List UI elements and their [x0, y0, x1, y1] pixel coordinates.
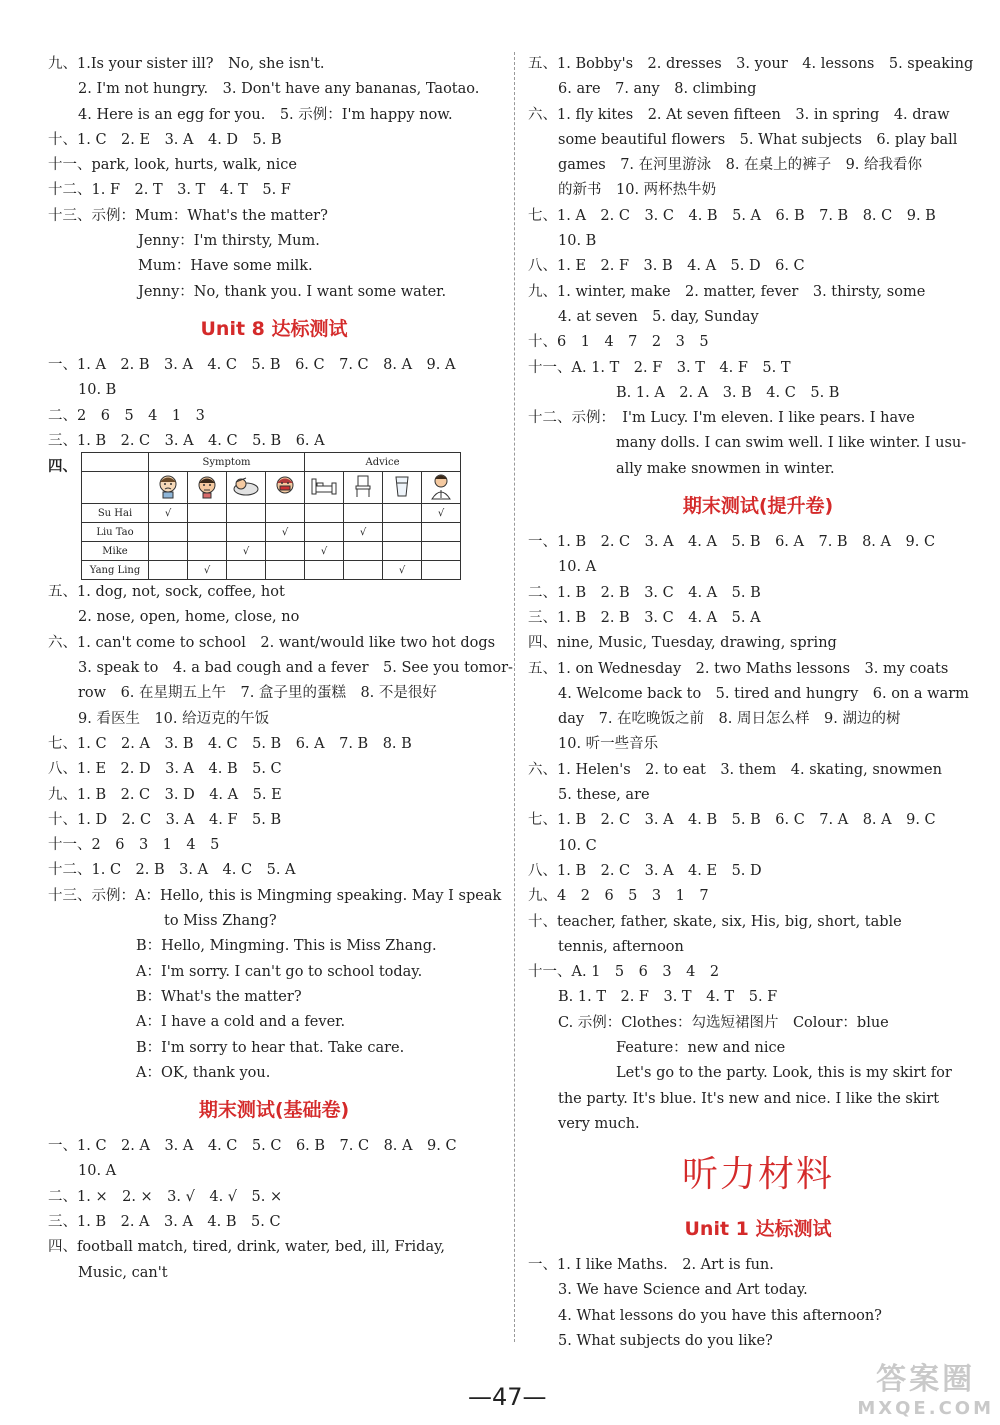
answer-line: day 7. 在吃晚饭之前 8. 周日怎么样 9. 湖边的树 [558, 711, 901, 728]
doctor-icon [422, 472, 461, 504]
table-cell [266, 561, 305, 580]
table-cell: √ [383, 561, 422, 580]
answer-line: 十一、2 6 3 1 4 5 [48, 837, 220, 854]
table-cell [188, 542, 227, 561]
answer-line: 10. A [78, 1163, 117, 1180]
final-basic-title: 期末测试(基础卷) [198, 1099, 350, 1122]
bed-icon [305, 472, 344, 504]
answer-line: the party. It's blue. It's new and nice. I like the skirt [558, 1090, 940, 1107]
right-column [528, 52, 988, 1354]
answer-line: 2. I'm not hungry. 3. Don't have any bananas, Taotao. [78, 81, 480, 98]
table-corner-2 [82, 472, 149, 504]
unit1-title: Unit 1 达标测试 [684, 1218, 832, 1241]
fever-face-icon [188, 472, 227, 504]
answer-line: 九、1. B 2. C 3. D 4. A 5. E [48, 786, 282, 803]
answer-line: 9. 看医生 10. 给迈克的午饭 [78, 710, 270, 727]
answer-line: 十三、示例：Mum：What's the matter? [48, 207, 328, 224]
table-cell [383, 542, 422, 561]
answer-line: 六、1. can't come to school 2. want/would like two hot dogs [48, 634, 496, 651]
unit1-listening-lines [528, 1253, 988, 1354]
table-cell [266, 504, 305, 523]
table-cell [305, 561, 344, 580]
left-column [48, 52, 513, 1286]
answer-line: 十二、示例： I'm Lucy. I'm eleven. I like pears. I have [528, 410, 915, 427]
answer-line: 10. A [558, 559, 597, 576]
answer-line: 10. C [558, 837, 597, 854]
answer-line: 10. B [78, 382, 117, 399]
left-top-answers [48, 52, 500, 305]
answer-line: B. 1. T 2. F 3. T 4. T 5. F [558, 989, 778, 1006]
answer-line: 八、1. E 2. F 3. B 4. A 5. D 6. C [528, 258, 805, 275]
answer-line: 一、1. I like Maths. 2. Art is fun. [528, 1257, 774, 1274]
answer-line: 3. We have Science and Art today. [558, 1282, 808, 1299]
unit8-title: Unit 8 达标测试 [200, 317, 348, 340]
cough-face-icon [266, 472, 305, 504]
unit8-answers-b [48, 580, 513, 1086]
lying-down-icon [227, 472, 266, 504]
answer-line: 四、nine, Music, Tuesday, drawing, spring [528, 635, 837, 652]
answer-line: 10. 听一些音乐 [558, 736, 659, 753]
table-cell [422, 561, 461, 580]
answer-line: tennis, afternoon [558, 938, 684, 955]
answer-line: 一、1. C 2. A 3. A 4. C 5. C 6. B 7. C 8. A 9. C [48, 1138, 457, 1155]
answer-line: 二、2 6 5 4 1 3 [48, 407, 205, 424]
answer-line: 十一、A. 1 5 6 3 4 2 [528, 964, 720, 981]
answer-line: some beautiful flowers 5. What subjects 6. play ball [558, 131, 958, 148]
table-cell [305, 504, 344, 523]
answer-line: 一、1. A 2. B 3. A 4. C 5. B 6. C 7. C 8. A 9. A [48, 356, 456, 373]
answer-line: 五、1. Bobby's 2. dresses 3. your 4. lessons 5. speaking [528, 56, 974, 72]
answer-line: 七、1. A 2. C 3. C 4. B 5. A 6. B 7. B 8. C 9. B [528, 207, 936, 224]
table-cell [422, 542, 461, 561]
answer-line: 4. Here is an egg for you. 5. 示例：I'm happy now. [78, 106, 453, 123]
table-row-name: Yang Ling [82, 561, 149, 580]
answer-line: games 7. 在河里游泳 8. 在桌上的裤子 9. 给我看你 [558, 157, 923, 174]
answer-line: C. 示例：Clothes：勾选短裙图片 Colour：blue [558, 1014, 889, 1031]
table-cell [422, 523, 461, 542]
answer-line: 九、1. winter, make 2. matter, fever 3. thirsty, some [528, 283, 926, 300]
answer-line: 三、1. B 2. B 3. C 4. A 5. A [528, 609, 761, 626]
final-advanced-answers [528, 530, 988, 1137]
table-cell: √ [344, 523, 383, 542]
table-cell [383, 523, 422, 542]
table-cell: √ [266, 523, 305, 542]
table-cell: √ [422, 504, 461, 523]
answer-line: 六、1. Helen's 2. to eat 3. them 4. skating, snowmen [528, 761, 942, 778]
advice-header: Advice [305, 453, 461, 472]
final-basic-answers [48, 1134, 500, 1286]
chair-icon [344, 472, 383, 504]
answer-line: A：OK, thank you. [136, 1064, 271, 1081]
table-cell: √ [227, 542, 266, 561]
answer-line: 一、1. B 2. C 3. A 4. A 5. B 6. A 7. B 8. A 9. C [528, 534, 936, 551]
answer-line: 九、1.Is your sister ill? No, she isn't. [48, 56, 325, 72]
answer-line: 5. What subjects do you like? [558, 1333, 773, 1350]
table-cell [227, 523, 266, 542]
table-cell: √ [305, 542, 344, 561]
table-cell [344, 504, 383, 523]
answer-line: 七、1. B 2. C 3. A 4. B 5. B 6. C 7. A 8. A 9. C [528, 812, 936, 829]
answer-line: 10. B [558, 233, 597, 250]
answer-line: 5. these, are [558, 787, 650, 804]
answer-line: 二、1. × 2. × 3. √ 4. √ 5. × [48, 1188, 283, 1205]
table-cell [188, 504, 227, 523]
table-cell [149, 523, 188, 542]
answer-line: 2. nose, open, home, close, no [78, 609, 300, 626]
watermark-line1: 答案圈 [876, 1362, 976, 1397]
answer-line: Jenny：I'm thirsty, Mum. [138, 233, 320, 250]
answer-line: very much. [558, 1115, 640, 1132]
answer-line: many dolls. I can swim well. I like winter. I usu- [616, 435, 967, 452]
answer-line: ally make snowmen in winter. [616, 460, 835, 477]
table-row-name: Su Hai [82, 504, 149, 523]
table-label: 四、 [48, 458, 77, 476]
table-cell [266, 542, 305, 561]
answer-line: B：What's the matter? [136, 988, 302, 1005]
answer-line: 十、teacher, father, skate, six, His, big, short, table [528, 913, 902, 930]
listening-material-title: 听力材料 [681, 1154, 834, 1196]
table-cell [383, 504, 422, 523]
answer-line: 十二、1. F 2. T 3. T 4. T 5. F [48, 182, 291, 199]
answer-line: 三、1. B 2. C 3. A 4. C 5. B 6. A [48, 432, 325, 449]
answer-line: B：I'm sorry to hear that. Take care. [136, 1039, 405, 1056]
answer-line: 七、1. C 2. A 3. B 4. C 5. B 6. A 7. B 8. B [48, 735, 412, 752]
answer-line: B. 1. A 2. A 3. B 4. C 5. B [616, 384, 840, 401]
answer-line: 五、1. dog, not, sock, coffee, hot [48, 584, 285, 601]
table-cell [227, 504, 266, 523]
answer-line: Music, can't [78, 1264, 168, 1281]
table-cell [227, 561, 266, 580]
answer-line: Mum：Have some milk. [138, 258, 313, 275]
page-number: —47— [468, 1383, 547, 1411]
answer-line: 四、football match, tired, drink, water, bed, ill, Friday, [48, 1239, 445, 1256]
table-cell: √ [149, 504, 188, 523]
answer-line: 八、1. B 2. C 3. A 4. E 5. D [528, 862, 762, 879]
answer-line: Feature：new and nice [616, 1039, 786, 1056]
column-divider [514, 52, 515, 1342]
watermark-line2: MXQE.COM [857, 1398, 994, 1419]
symptom-table-block [48, 454, 500, 580]
table-row-name: Mike [82, 542, 149, 561]
answer-line: 八、1. E 2. D 3. A 4. B 5. C [48, 761, 282, 778]
answer-line: A：I have a cold and a fever. [136, 1014, 346, 1031]
answer-line: 二、1. B 2. B 3. C 4. A 5. B [528, 584, 761, 601]
table-cell: √ [188, 561, 227, 580]
glass-of-water-icon [383, 472, 422, 504]
table-cell [149, 542, 188, 561]
answer-line: Jenny：No, thank you. I want some water. [138, 283, 447, 300]
answer-line: 五、1. on Wednesday 2. two Maths lessons 3. my coats [528, 660, 949, 677]
answer-line: 十、1. D 2. C 3. A 4. F 5. B [48, 811, 282, 828]
right-top-answers [528, 52, 988, 482]
answer-line: 十三、示例：A：Hello, this is Mingming speaking. May I speak [48, 887, 502, 904]
answer-line: to Miss Zhang? [164, 913, 277, 930]
answer-line: 九、4 2 6 5 3 1 7 [528, 888, 709, 905]
answer-line: B：Hello, Mingming. This is Miss Zhang. [136, 938, 437, 955]
answer-line: A：I'm sorry. I can't go to school today. [136, 963, 423, 980]
answer-line: Let's go to the party. Look, this is my skirt for [616, 1065, 952, 1082]
sick-face-icon [149, 472, 188, 504]
table-cell [149, 561, 188, 580]
answer-line: 4. Welcome back to 5. tired and hungry 6. on a warm [558, 685, 969, 702]
table-cell [344, 561, 383, 580]
answer-line: 十二、1. C 2. B 3. A 4. C 5. A [48, 862, 296, 879]
answer-line: 十一、A. 1. T 2. F 3. T 4. F 5. T [528, 359, 791, 376]
table-row-name: Liu Tao [82, 523, 149, 542]
table-cell [188, 523, 227, 542]
answer-line: 6. are 7. any 8. climbing [558, 81, 757, 98]
symptom-header: Symptom [149, 453, 305, 472]
table-corner [82, 453, 149, 472]
unit8-answers-a [48, 353, 500, 454]
answer-line: row 6. 在星期五上午 7. 盒子里的蛋糕 8. 不是很好 [78, 685, 437, 702]
answer-line: 的新书 10. 两杯热牛奶 [558, 182, 717, 199]
watermark-logo [857, 1354, 994, 1419]
answer-line: 十一、park, look, hurts, walk, nice [48, 157, 297, 174]
answer-line: 3. speak to 4. a bad cough and a fever 5. See you tomor- [78, 660, 513, 677]
answer-line: 三、1. B 2. A 3. A 4. B 5. C [48, 1213, 281, 1230]
symptom-advice-table [81, 452, 461, 580]
answer-line: 4. at seven 5. day, Sunday [558, 308, 759, 325]
answer-line: 4. What lessons do you have this afternoon? [558, 1307, 882, 1324]
answer-line: 十、6 1 4 7 2 3 5 [528, 334, 709, 351]
answer-line: 六、1. fly kites 2. At seven fifteen 3. in spring 4. draw [528, 106, 950, 123]
final-advanced-title: 期末测试(提升卷) [682, 495, 834, 518]
answer-line: 十、1. C 2. E 3. A 4. D 5. B [48, 131, 282, 148]
table-cell [305, 523, 344, 542]
table-cell [344, 542, 383, 561]
